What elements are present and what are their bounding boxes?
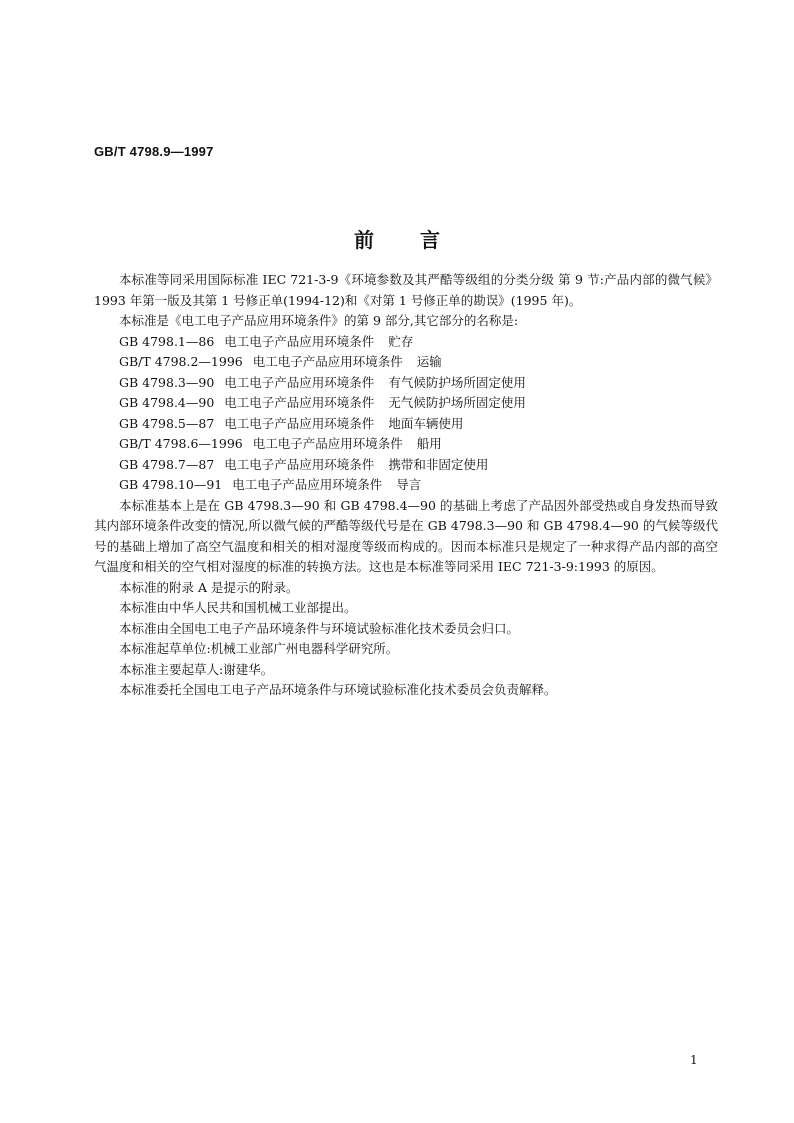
- paragraph-drafter: 本标准主要起草人:谢建华。: [119, 661, 274, 677]
- part-name: 携带和非固定使用: [388, 456, 489, 472]
- list-item: [94, 455, 718, 476]
- part-prefix: 电工电子产品应用环境条件: [224, 333, 375, 349]
- part-prefix: 电工电子产品应用环境条件: [232, 477, 383, 492]
- paragraph-adoption: 本标准等同采用国际标准 IEC 721-3-9《环境参数及其严酷等级组的分类分级 第 9 节:产品内部的微气候》1993 年第一版及其第 1 号修正单(1994-12)和《对第 1 号修正单的勘误》(1995 年)。: [94, 272, 718, 308]
- part-prefix: 电工电子产品应用环境条件: [224, 415, 375, 431]
- part-code: GB/T 4798.2—1996: [119, 354, 243, 369]
- paragraph-drafting-unit: 本标准起草单位:机械工业部广州电器科学研究所。: [119, 641, 399, 656]
- preface-content: [94, 270, 718, 701]
- part-prefix: 电工电子产品应用环境条件: [252, 354, 403, 369]
- paragraph-interpretation: 本标准委托全国电工电子产品环境条件与环境试验标准化技术委员会负责解释。: [119, 682, 557, 697]
- list-item: [94, 332, 718, 353]
- part-name: 导言: [396, 477, 422, 492]
- part-code: GB 4798.1—86: [119, 333, 215, 349]
- part-code: GB 4798.7—87: [119, 456, 215, 472]
- part-prefix: 电工电子产品应用环境条件: [224, 374, 375, 390]
- part-code: GB/T 4798.6—1996: [119, 436, 243, 451]
- parts-list: [94, 332, 718, 496]
- part-prefix: 电工电子产品应用环境条件: [224, 395, 375, 410]
- part-code: GB 4798.5—87: [119, 415, 215, 431]
- part-name: 船用: [416, 436, 442, 451]
- part-name: 无气候防护场所固定使用: [388, 395, 526, 410]
- page-title: 前言: [354, 228, 486, 252]
- paragraph-appendix: 本标准的附录 A 是提示的附录。: [119, 579, 299, 595]
- part-name: 有气候防护场所固定使用: [388, 374, 526, 390]
- paragraph-parts-intro: 本标准是《电工电子产品应用环境条件》的第 9 部分,其它部分的名称是:: [119, 313, 519, 328]
- list-item: [94, 414, 718, 435]
- list-item: [94, 434, 718, 455]
- paragraph-administrator: 本标准由全国电工电子产品环境条件与环境试验标准化技术委员会归口。: [119, 620, 520, 636]
- list-item: [94, 373, 718, 394]
- list-item: [94, 475, 718, 496]
- part-code: GB 4798.10—91: [119, 477, 223, 492]
- paragraph-basis: 本标准基本上是在 GB 4798.3—90 和 GB 4798.4—90 的基础上考虑了产品因外部受热或自身发热而导致其内部环境条件改变的情况,所以微气候的严酷等级代号是在 GB 4798.3—90 和 GB 4798.4—90 的气候等级代号的基础上增加了高空气温度和相关的相对湿度等级而构成的。因而本标准只是规定了一种求得产品内部的高空气温度和相关的空气相对湿度的标准的转换方法。这也是本标准等同采用 IEC 721-3-9:1993 的原因。: [94, 497, 718, 574]
- standard-code: GB/T 4798.9—1997: [94, 144, 214, 159]
- part-name: 贮存: [388, 333, 414, 349]
- list-item: [94, 352, 718, 373]
- part-prefix: 电工电子产品应用环境条件: [224, 456, 375, 472]
- part-name: 运输: [416, 354, 442, 369]
- part-code: GB 4798.3—90: [119, 374, 215, 390]
- part-name: 地面车辆使用: [388, 415, 464, 431]
- part-prefix: 电工电子产品应用环境条件: [252, 436, 403, 451]
- list-item: [94, 393, 718, 414]
- part-code: GB 4798.4—90: [119, 395, 215, 410]
- paragraph-proposer: 本标准由中华人民共和国机械工业部提出。: [119, 600, 357, 615]
- page-number: 1: [690, 1053, 698, 1067]
